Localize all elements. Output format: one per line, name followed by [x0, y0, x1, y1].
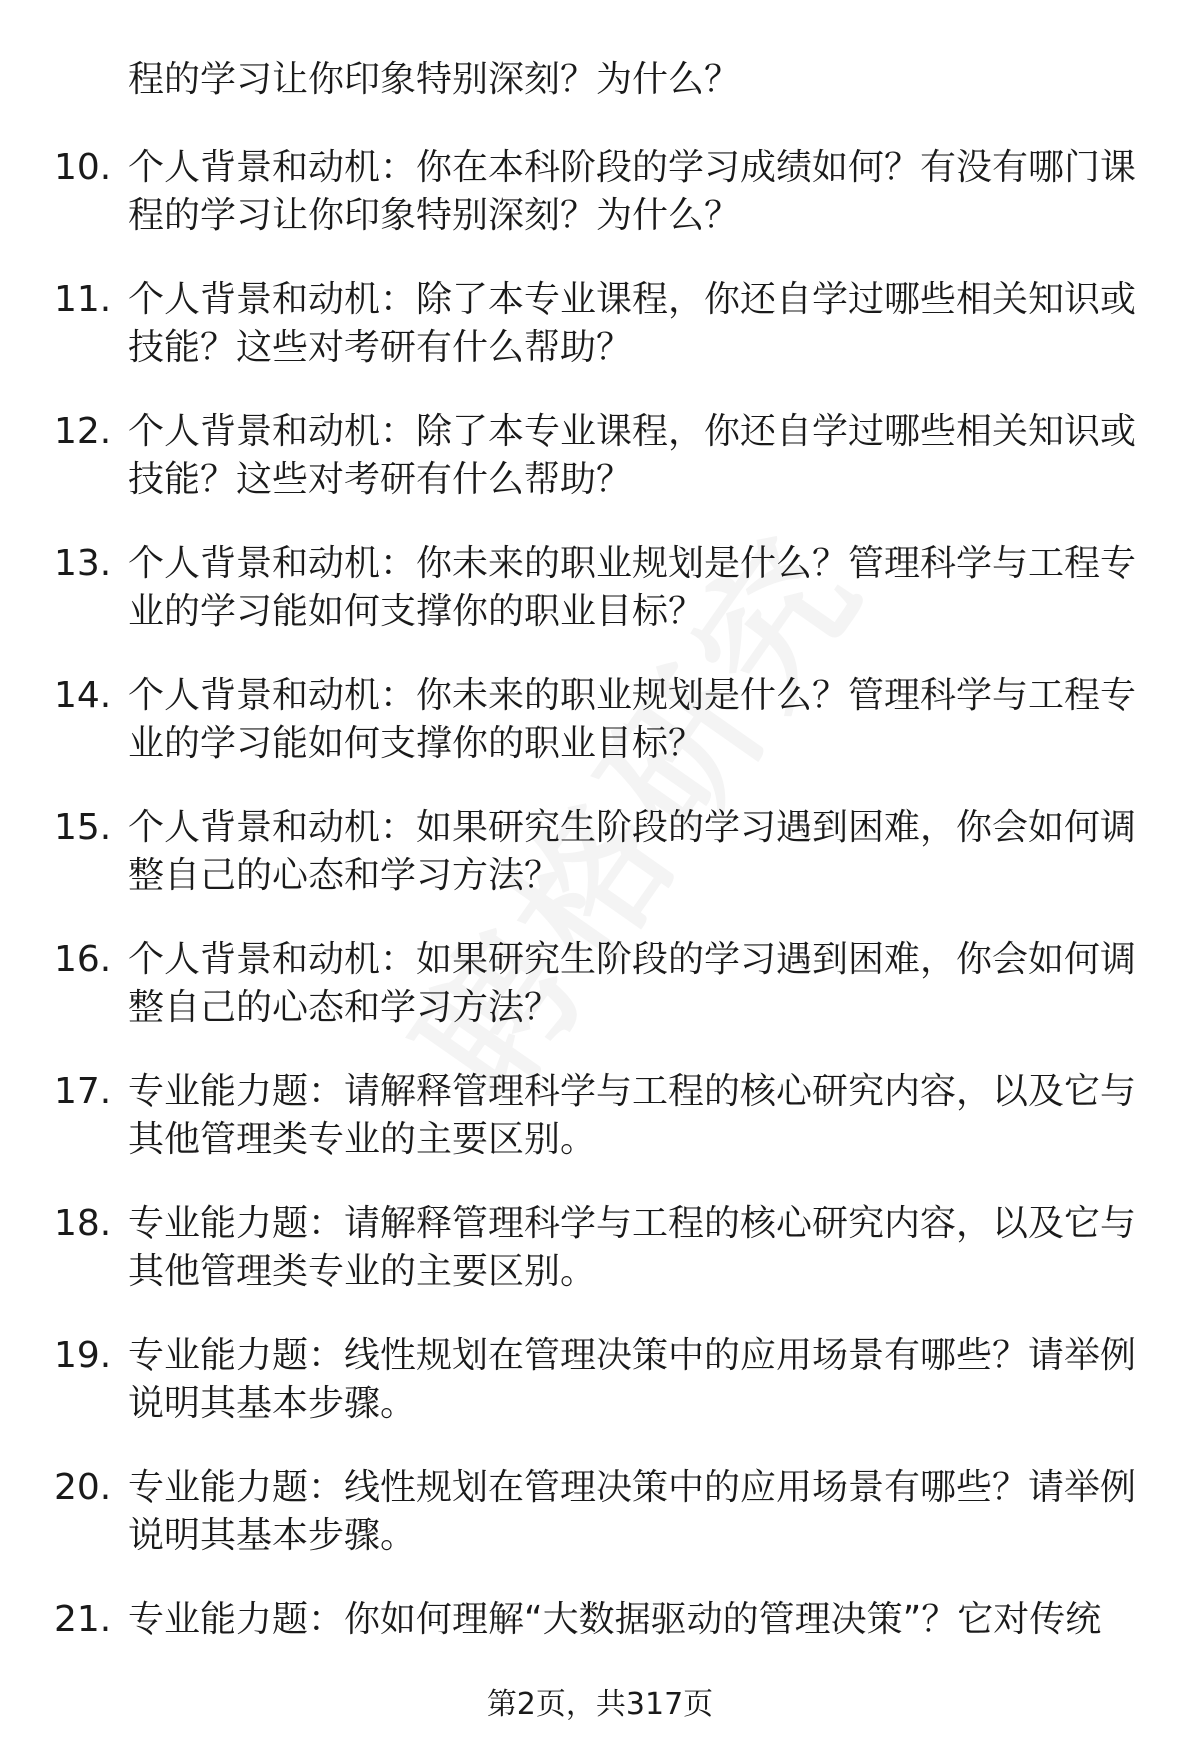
item-text-line2: 说明其基本步骤。 [128, 1515, 417, 1556]
continuation-line: 程的学习让你印象特别深刻？为什么？ [128, 59, 741, 100]
item-number: 10. [54, 147, 112, 188]
page-footer: 第2页，共317页 [486, 1687, 714, 1722]
item-text-line2: 程的学习让你印象特别深刻？为什么？ [128, 195, 741, 236]
item-text-line2: 技能？这些对考研有什么帮助？ [128, 327, 633, 368]
item-text-line2: 整自己的心态和学习方法？ [128, 987, 561, 1028]
item-text-line2: 整自己的心态和学习方法？ [128, 855, 561, 896]
item-number: 17. [54, 1071, 112, 1112]
item-number: 14. [54, 675, 112, 716]
item-number: 15. [54, 807, 112, 848]
item-text-line2: 业的学习能如何支撑你的职业目标？ [128, 591, 705, 632]
item-text-line1: 个人背景和动机：你未来的职业规划是什么？管理科学与工程专 [128, 675, 1137, 716]
item-text-line1: 个人背景和动机：如果研究生阶段的学习遇到困难，你会如何调 [128, 939, 1137, 980]
item-number: 11. [54, 279, 112, 320]
item-number: 16. [54, 939, 112, 980]
item-number: 18. [54, 1203, 112, 1244]
item-number: 19. [54, 1335, 112, 1376]
item-text-line1: 个人背景和动机：除了本专业课程，你还自学过哪些相关知识或 [128, 279, 1137, 320]
item-number: 20. [54, 1467, 112, 1508]
item-number: 12. [54, 411, 112, 452]
item-text-line1: 专业能力题：线性规划在管理决策中的应用场景有哪些？请举例 [128, 1335, 1137, 1376]
item-text-line2: 其他管理类专业的主要区别。 [128, 1251, 597, 1292]
item-text-line1: 个人背景和动机：你未来的职业规划是什么？管理科学与工程专 [128, 543, 1137, 584]
item-text-line1: 专业能力题：请解释管理科学与工程的核心研究内容，以及它与 [128, 1203, 1137, 1244]
item-text-line2: 技能？这些对考研有什么帮助？ [128, 459, 633, 500]
item-text-line1: 专业能力题：你如何理解“大数据驱动的管理决策”？它对传统 [128, 1599, 1102, 1640]
item-text-line2: 说明其基本步骤。 [128, 1383, 417, 1424]
item-number: 13. [54, 543, 112, 584]
item-text-line1: 个人背景和动机：你在本科阶段的学习成绩如何？有没有哪门课 [128, 147, 1137, 188]
item-text-line2: 业的学习能如何支撑你的职业目标？ [128, 723, 705, 764]
item-text-line2: 其他管理类专业的主要区别。 [128, 1119, 597, 1160]
item-text-line1: 专业能力题：线性规划在管理决策中的应用场景有哪些？请举例 [128, 1467, 1137, 1508]
item-text-line1: 个人背景和动机：除了本专业课程，你还自学过哪些相关知识或 [128, 411, 1137, 452]
item-text-line1: 个人背景和动机：如果研究生阶段的学习遇到困难，你会如何调 [128, 807, 1137, 848]
item-text-line1: 专业能力题：请解释管理科学与工程的核心研究内容，以及它与 [128, 1071, 1137, 1112]
item-number: 21. [54, 1599, 112, 1640]
